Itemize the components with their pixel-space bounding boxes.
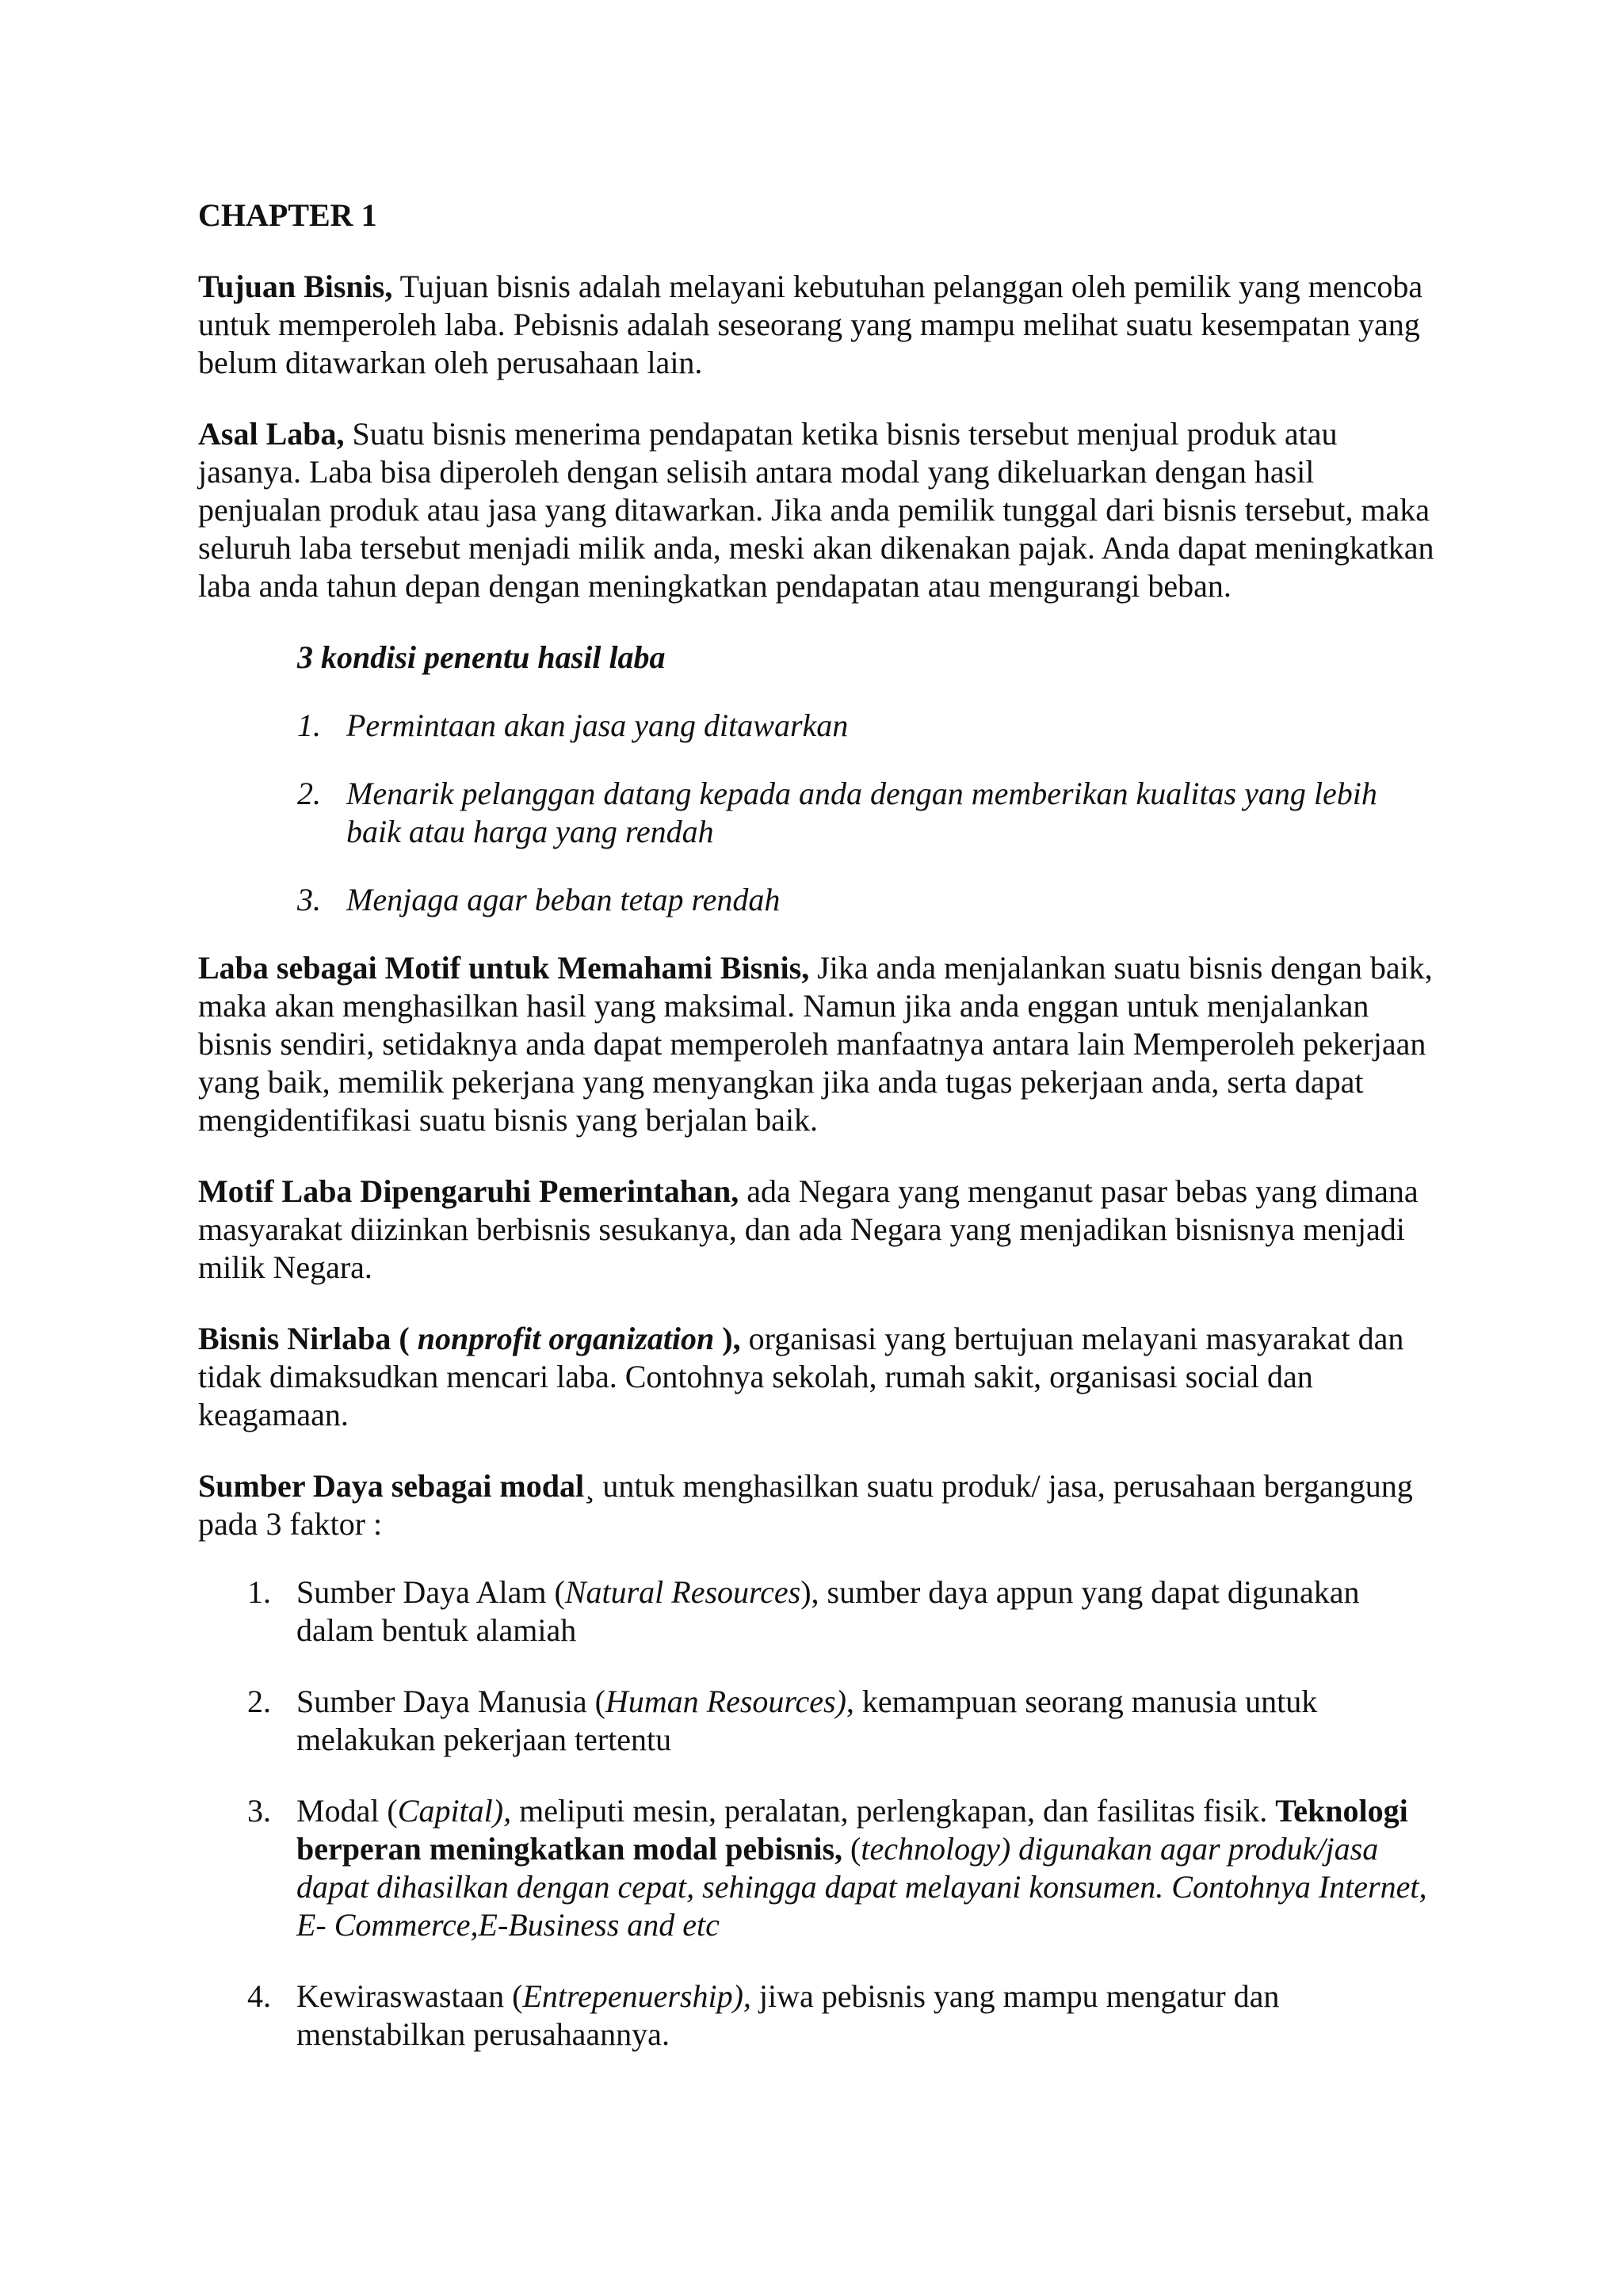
list-text: Menarik pelanggan datang kepada anda dengan memberikan kualitas yang lebih baik atau harga yang rendah — [346, 776, 1377, 849]
list-text-italic: Natural Resources — [564, 1574, 801, 1610]
list-text: ), sumber daya appun yang dapat digunakan dalam bentuk alamiah — [296, 1574, 1360, 1648]
term-bisnis-nirlaba — [198, 1321, 741, 1356]
term-asal-laba: Asal Laba, — [198, 416, 345, 452]
paragraph-text: ada Negara yang menganut pasar bebas yang dimana masyarakat diizinkan berbisnis sesukanya, dan ada Negara yang menjadikan bisnisnya menjadi milik Negara. — [198, 1173, 1419, 1285]
chapter-heading: CHAPTER 1 — [198, 197, 377, 233]
term-sumber-daya: Sumber Daya sebagai modal — [198, 1468, 585, 1504]
conditions-title: 3 kondisi penentu hasil laba — [297, 639, 666, 675]
list-number: 4. — [247, 1978, 271, 2014]
paragraph-sumber-daya — [198, 1467, 1434, 1543]
term-part-italic: nonprofit organization — [417, 1321, 715, 1356]
conditions-list — [297, 707, 1434, 919]
list-item — [247, 1683, 1434, 1759]
paragraph-text: Tujuan bisnis adalah melayani kebutuhan pelanggan oleh pemilik yang mencoba untuk memperoleh laba. Pebisnis adalah seseorang yang mampu melihat suatu kesempatan yang belum ditawarkan oleh perusahaan lain. — [198, 269, 1423, 380]
paragraph-asal-laba — [198, 415, 1434, 605]
list-text: Menjaga agar beban tetap rendah — [346, 882, 781, 917]
list-item — [297, 881, 1434, 919]
list-text: Sumber Daya Alam ( — [296, 1574, 565, 1610]
list-text-italic: Capital), — [397, 1793, 512, 1829]
paragraph-text: ¸ untuk menghasilkan suatu produk/ jasa, perusahaan bergangung pada 3 faktor : — [198, 1468, 1413, 1542]
list-number: 3. — [247, 1793, 271, 1829]
list-number: 2. — [247, 1684, 271, 1719]
list-text: meliputi mesin, peralatan, perlengkapan, dan fasilitas fisik. — [511, 1793, 1276, 1829]
list-text: ( — [842, 1831, 861, 1867]
paragraph-text: Jika anda menjalankan suatu bisnis dengan baik, maka akan menghasilkan hasil yang maksimal. Namun jika anda enggan untuk menjalankan bisnis sendiri, setidaknya anda dapat memperoleh manfaatnya antara lain Memperoleh pekerjaan yang baik, memilik pekerjana yang menyangkan jika anda tugas pekerjaan anda, serta dapat mengidentifikasi suatu bisnis yang berjalan baik. — [198, 950, 1433, 1138]
paragraph-text: organisasi yang bertujuan melayani masyarakat dan tidak dimaksudkan mencari laba. Contohnya sekolah, rumah sakit, organisasi social dan keagamaan. — [198, 1321, 1404, 1432]
list-text: , kemampuan seorang manusia untuk melakukan pekerjaan tertentu — [296, 1684, 1318, 1757]
term-motif-pemerintahan: Motif Laba Dipengaruhi Pemerintahan, — [198, 1173, 739, 1209]
document-page — [198, 196, 1434, 2087]
list-text: jiwa pebisnis yang mampu mengatur dan menstabilkan perusahaannya. — [296, 1978, 1280, 2052]
list-text: Kewiraswastaan ( — [296, 1978, 523, 2014]
list-text: Permintaan akan jasa yang ditawarkan — [346, 707, 849, 743]
list-number: 1. — [247, 1574, 271, 1610]
list-text-italic: Entrepenuership), — [522, 1978, 751, 2014]
list-number: 3. — [297, 882, 321, 917]
term-tujuan-bisnis: Tujuan Bisnis, — [198, 269, 393, 304]
term-laba-motif: Laba sebagai Motif untuk Memahami Bisnis, — [198, 950, 810, 986]
list-text-italic: technology) digunakan agar produk/jasa dapat dihasilkan dengan cepat, sehingga dapat melayani konsumen. Contohnya Internet, E- Commerce,E-Business and etc — [296, 1831, 1427, 1943]
list-text: Modal ( — [296, 1793, 398, 1829]
paragraph-tujuan-bisnis — [198, 268, 1434, 382]
list-number: 1. — [297, 707, 321, 743]
term-part: ), — [714, 1321, 741, 1356]
list-text-bold: Teknologi berperan meningkatkan modal pebisnis, — [296, 1793, 1408, 1867]
paragraph-laba-motif — [198, 949, 1434, 1139]
list-text-italic: Human Resources) — [605, 1684, 846, 1719]
paragraph-bisnis-nirlaba — [198, 1320, 1434, 1434]
list-item — [247, 1792, 1434, 1944]
list-item — [297, 707, 1434, 745]
resources-list — [247, 1573, 1434, 2054]
list-number: 2. — [297, 776, 321, 811]
list-item — [297, 775, 1434, 851]
paragraph-text: Suatu bisnis menerima pendapatan ketika bisnis tersebut menjual produk atau jasanya. Laba bisa diperoleh dengan selisih antara modal yang dikeluarkan dengan hasil penjualan produk atau jasa yang ditawarkan. Jika anda pemilik tunggal dari bisnis tersebut, maka seluruh laba tersebut menjadi milik anda, meski akan dikenakan pajak. Anda dapat meningkatkan laba anda tahun depan dengan meningkatkan pendapatan atau mengurangi beban. — [198, 416, 1434, 604]
term-part: Bisnis Nirlaba ( — [198, 1321, 418, 1356]
conditions-block — [297, 639, 1434, 919]
paragraph-motif-pemerintahan — [198, 1173, 1434, 1287]
list-text: Sumber Daya Manusia ( — [296, 1684, 605, 1719]
list-item — [247, 1573, 1434, 1650]
list-item — [247, 1978, 1434, 2054]
